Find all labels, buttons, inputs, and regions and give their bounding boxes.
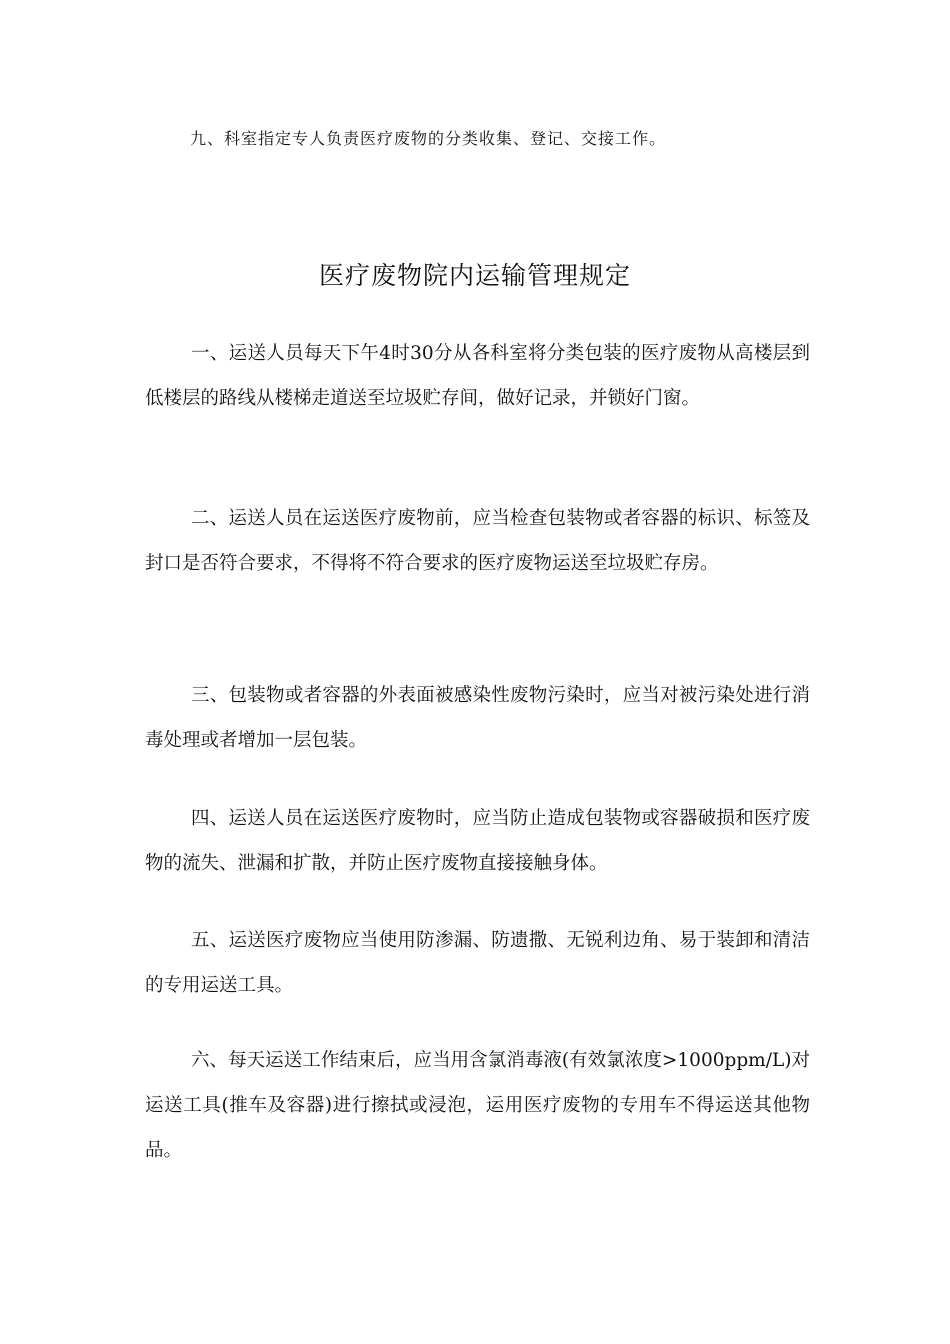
- clause-four: 四、运送人员在运送医疗废物时，应当防止造成包装物或容器破损和医疗废物的流失、泄漏和扩散，并防止医疗废物直接接触身体。: [145, 808, 810, 874]
- clause-two: 二、运送人员在运送医疗废物前，应当检查包装物或者容器的标识、标签及封口是否符合要求，不得将不符合要求的医疗废物运送至垃圾贮存房。: [145, 508, 810, 574]
- document-title: 医疗废物院内运输管理规定: [318, 261, 631, 290]
- intro-clause-nine: 九、科室指定专人负责医疗废物的分类收集、登记、交接工作。: [190, 129, 667, 148]
- clause-three: 三、包装物或者容器的外表面被感染性废物污染时，应当对被污染处进行消毒处理或者增加一层包装。: [145, 685, 810, 751]
- clause-six: 六、每天运送工作结束后，应当用含氯消毒液(有效氯浓度>1000ppm/L)对运送工具(推车及容器)进行擦拭或浸泡，运用医疗废物的专用车不得运送其他物品。: [145, 1050, 810, 1161]
- clause-five: 五、运送医疗废物应当使用防渗漏、防遗撒、无锐利边角、易于装卸和清洁的专用运送工具。: [145, 930, 810, 996]
- clause-one: 一、运送人员每天下午4时30分从各科室将分类包装的医疗废物从高楼层到低楼层的路线从楼梯走道送至垃圾贮存间，做好记录，并锁好门窗。: [145, 343, 810, 409]
